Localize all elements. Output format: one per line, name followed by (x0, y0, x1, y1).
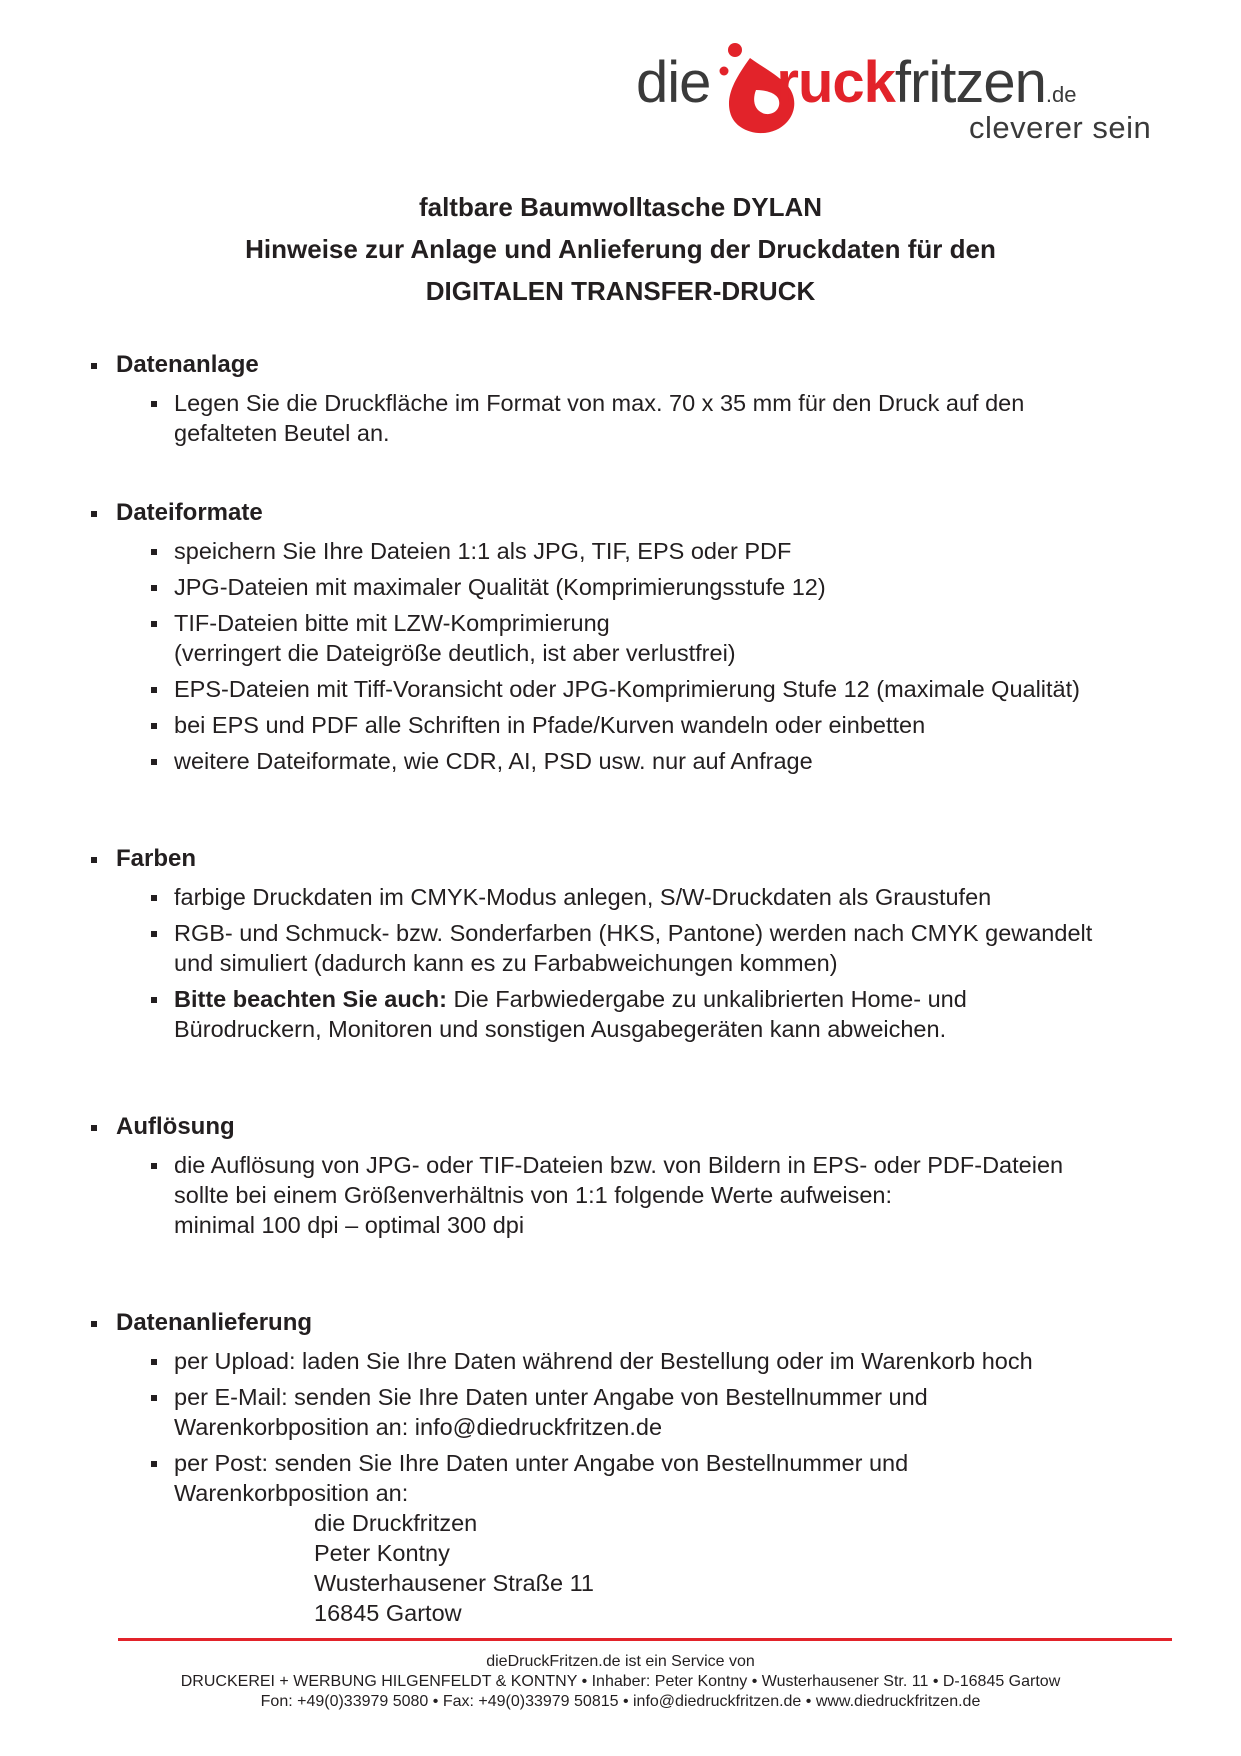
note-bold-label: Bitte beachten Sie auch: (174, 986, 447, 1012)
logo-wordmark (636, 50, 1077, 115)
section-dateiformate (88, 496, 1168, 776)
logo-word-die: die (636, 50, 711, 115)
footer (0, 1652, 1241, 1712)
footer-service-line: dieDruckFritzen.de ist ein Service von (486, 1653, 755, 1670)
section-list (88, 882, 1168, 1044)
print-method-title: DIGITALEN TRANSFER-DRUCK (425, 276, 816, 306)
list-item: bei EPS und PDF alle Schriften in Pfade/Kurven wandeln oder einbetten (88, 710, 1168, 740)
section-datenanlieferung (88, 1306, 1168, 1628)
list-item: Legen Sie die Druckfläche im Format von max. 70 x 35 mm für den Druck auf den gefalteten Beutel an. (88, 388, 1168, 448)
section-farben (88, 842, 1168, 1044)
spacer (88, 1044, 1168, 1110)
footer-company-line: DRUCKEREI + WERBUNG HILGENFELDT & KONTNY • Inhaber: Peter Kontny • Wusterhausener Str. 11 • D-16845 Gartow (180, 1673, 1061, 1690)
list-item: per Upload: laden Sie Ihre Daten während der Bestellung oder im Warenkorb hoch (88, 1346, 1168, 1376)
list-item: speichern Sie Ihre Dateien 1:1 als JPG, TIF, EPS oder PDF (88, 536, 1168, 566)
section-list (88, 1150, 1168, 1240)
list-item: TIF-Dateien bitte mit LZW-Komprimierung (verringert die Dateigröße deutlich, ist aber verlustfrei) (88, 608, 1168, 668)
section-datenanlage (88, 348, 1168, 448)
company-logo (636, 36, 1196, 146)
instructions-content (88, 348, 1168, 1628)
postal-address: die Druckfritzen Peter Kontny Wusterhausener Straße 11 16845 Gartow (314, 1510, 594, 1626)
section-list (88, 388, 1168, 448)
spacer (88, 776, 1168, 842)
section-heading: Farben (88, 842, 1168, 876)
logo-word-ruck: ruck (776, 50, 895, 115)
note-text: Die Farbwiedergabe zu unkalibrierten Home- und Bürodruckern, Monitoren und sonstigen Ausgabegeräten kann abweichen. (174, 986, 967, 1042)
list-item: weitere Dateiformate, wie CDR, AI, PSD usw. nur auf Anfrage (88, 746, 1168, 776)
section-heading: Auflösung (88, 1110, 1168, 1144)
logo-letter-d (710, 54, 776, 112)
section-heading: Dateiformate (88, 496, 1168, 530)
document-subtitle: Hinweise zur Anlage und Anlieferung der Druckdaten für den (245, 234, 996, 264)
footer-divider (118, 1638, 1172, 1641)
list-item: die Auflösung von JPG- oder TIF-Dateien bzw. von Bildern in EPS- oder PDF-Dateien sollte bei einem Größenverhältnis von 1:1 folgende Werte aufweisen: minimal 100 dpi – optimal 300 dpi (88, 1150, 1168, 1240)
spacer (88, 1240, 1168, 1306)
section-aufloesung (88, 1110, 1168, 1240)
section-list (88, 536, 1168, 776)
spacer (88, 448, 1168, 496)
logo-tagline: cleverer sein (969, 110, 1152, 145)
list-item: per Post: senden Sie Ihre Daten unter Angabe von Bestellnummer und Warenkorbposition an: (88, 1448, 1168, 1508)
list-item-note (88, 984, 1168, 1044)
list-item: farbige Druckdaten im CMYK-Modus anlegen, S/W-Druckdaten als Graustufen (88, 882, 1168, 912)
footer-contact-line: Fon: +49(0)33979 5080 • Fax: +49(0)33979 50815 • info@diedruckfritzen.de • www.diedruckfritzen.de (260, 1693, 981, 1710)
section-heading: Datenanlieferung (88, 1306, 1168, 1340)
list-item: EPS-Dateien mit Tiff-Voransicht oder JPG-Komprimierung Stufe 12 (maximale Qualität) (88, 674, 1168, 704)
document-title-block (0, 186, 1241, 312)
product-title: faltbare Baumwolltasche DYLAN (418, 192, 823, 222)
list-item: per E-Mail: senden Sie Ihre Daten unter Angabe von Bestellnummer und Warenkorbposition an: info@diedruckfritzen.de (88, 1382, 1168, 1442)
list-item: JPG-Dateien mit maximaler Qualität (Komprimierungsstufe 12) (88, 572, 1168, 602)
logo-tld: .de (1045, 82, 1077, 107)
section-heading: Datenanlage (88, 348, 1168, 382)
logo-word-fritzen: fritzen (894, 50, 1046, 115)
section-list (88, 1346, 1168, 1508)
list-item: RGB- und Schmuck- bzw. Sonderfarben (HKS, Pantone) werden nach CMYK gewandelt und simuliert (dadurch kann es zu Farbabweichungen kommen) (88, 918, 1168, 978)
